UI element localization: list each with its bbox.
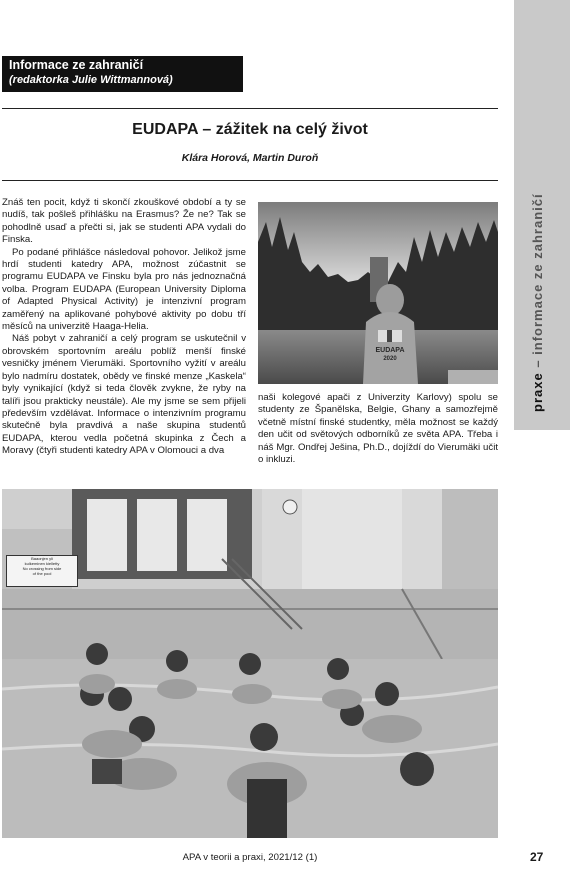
title-rule-bottom <box>2 180 498 181</box>
article-authors: Klára Horová, Martin Duroň <box>181 152 319 164</box>
article-title: EUDAPA – zážitek na celý život <box>132 121 368 138</box>
section-subtitle: (redaktorka Julie Wittmannová) <box>9 74 173 86</box>
paragraph: Náš pobyt v zahraničí a celý program se uskutečnil v obrovském sportovním areálu poblíž menší finské vesničky jménem Vierumäki. Sportovního vyžití v areálu bylo nadmíru dostatek, obědy ve finské menze „Kaskela“ byly vynikající (když si teda člověk zvykne, že ryby na talíři jsou prakticky neustále). Ale my jsme se sem přijeli především vzdělávat. Informace o intenzivním programu skutečně byla pravdivá a naše skupina studentů EUDAPA, kterou vedla početná skupinka z Čech a Moravy (čtyři studenti katedry APA v Olomouci a dva <box>2 333 246 457</box>
photo-pool-image <box>2 489 498 838</box>
pool-warning-sign: Baaonjen yli kulkeminen kielletty No crossing from side of the pool <box>6 555 78 587</box>
article-column-left <box>2 197 246 458</box>
section-header <box>2 56 243 92</box>
journal-footer: APA v teorii a praxi, 2021/12 (1) <box>182 852 318 863</box>
photo-lake-student <box>258 202 498 384</box>
title-rule-top <box>2 108 498 109</box>
photo-lake-student-image <box>258 202 498 384</box>
hoodie-year: 2020 <box>383 356 397 362</box>
paragraph: naši kolegové apači z Univerzity Karlovy) spolu se studenty ze Španělska, Belgie, Ghany a samozřejmě včetně místní finské studentky, měla možnost se každý den učit od světových odborníků ze světa APA. Třeba i náš Mgr. Ondřej Ješina, Ph.D., dojíždí do Vierumäki učit o inkluzi. <box>258 392 498 466</box>
page-number: 27 <box>530 850 544 864</box>
hoodie-text: EUDAPA <box>375 347 405 354</box>
article-column-right <box>258 392 498 466</box>
paragraph: Znáš ten pocit, když ti skončí zkouškové období a ty se nudíš, tak pošleš přihlášku na Erasmus? Že ne? Tak se pohodlně usaď a přečti si, jak se studenti APA vydali do Finska. <box>2 197 246 246</box>
side-tab-label: praxe – informace ze zahraničí <box>530 193 545 412</box>
section-title: Informace ze zahraničí <box>9 58 144 72</box>
photo-pool-group <box>2 489 498 838</box>
paragraph: Po podané přihlášce následoval pohovor. Jelikož jsme hrdí studenti katedry APA, možnost zúčastnit se programu EUDAPA ve Finsku byla pro nás jednoznačná volba. Program EUDAPA (European University Diploma of Adapted Physical Activity) je intenzivní program zaměřený na aplikované pohybové aktivity po dobu tří měsíců na univerzitě Haaga-Helia. <box>2 246 246 333</box>
